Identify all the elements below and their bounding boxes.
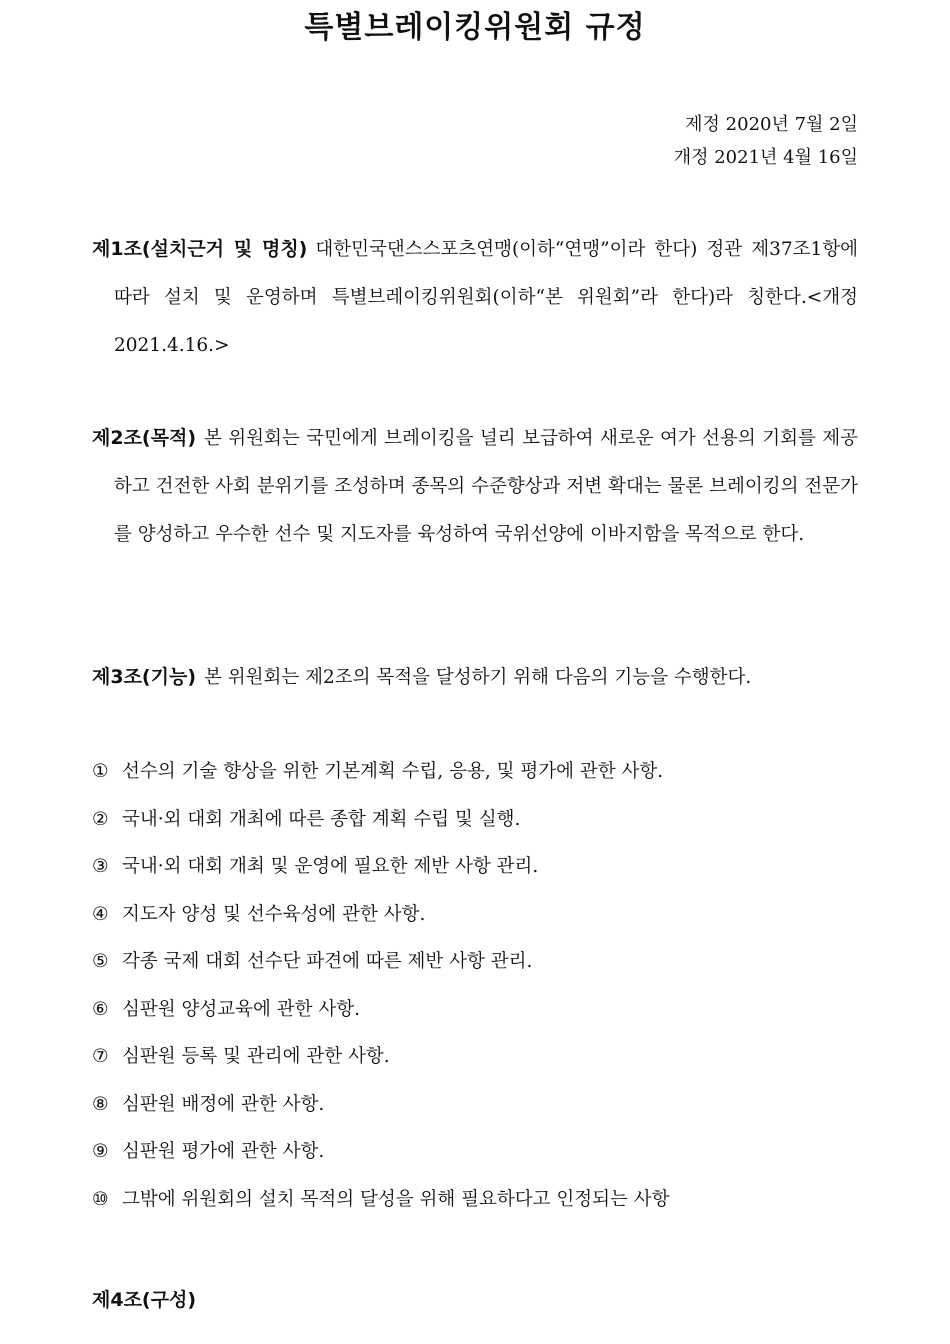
article-1-body: 대한민국댄스스포츠연맹(이하“연맹”이라 한다) 정관 제37조1항에 따라 설치 및 운영하며 특별브레이킹위원회(이하“본 위원회”라 한다)라 칭한다.<개정 2021.4.16.> [114, 239, 858, 356]
item-number: ④ [92, 903, 109, 925]
article-2-body: 본 위원회는 국민에게 브레이킹을 널리 보급하여 새로운 여가 선용의 기회를 제공하고 건전한 사회 분위기를 조성하며 종목의 수준향상과 저변 확대는 물론 브레이킹의 전문가를 양성하고 우수한 선수 및 지도자를 육성하여 국위선양에 이바지함을 목적으로 한다. [114, 428, 858, 545]
list-item [92, 843, 858, 891]
list-item [92, 986, 858, 1034]
function-list [92, 748, 858, 1223]
item-text: 지도자 양성 및 선수육성에 관한 사항. [122, 903, 426, 925]
document-title: 특별브레이킹위원회 규정 [304, 10, 646, 45]
item-number: ⑤ [92, 951, 109, 972]
list-item [92, 891, 858, 939]
list-item [92, 1176, 858, 1224]
article-1-heading: 제1조(설치근거 및 명칭) [92, 238, 308, 260]
article-1 [92, 225, 858, 370]
item-number: ⑩ [92, 1188, 109, 1210]
item-text: 선수의 기술 향상을 위한 기본계획 수립, 응용, 및 평가에 관한 사항. [122, 761, 664, 782]
item-text: 심판원 양성교육에 관한 사항. [122, 998, 360, 1020]
list-item [92, 1033, 858, 1081]
list-item [92, 1128, 858, 1176]
article-3-heading: 제3조(기능) [92, 666, 197, 688]
list-item [92, 748, 858, 796]
item-text: 심판원 배정에 관한 사항. [122, 1093, 325, 1115]
item-number: ⑦ [92, 1046, 109, 1067]
item-text: 국내·외 대회 개최에 따른 종합 계획 수립 및 실행. [122, 808, 521, 830]
item-number: ⑥ [92, 998, 109, 1020]
item-text: 국내·외 대회 개최 및 운영에 필요한 제반 사항 관리. [122, 856, 539, 877]
article-3 [92, 653, 858, 702]
item-text: 그밖에 위원회의 설치 목적의 달성을 위해 필요하다고 인정되는 사항 [122, 1188, 670, 1210]
article-2 [92, 414, 858, 559]
list-item [92, 796, 858, 844]
item-text: 심판원 등록 및 관리에 관한 사항. [122, 1046, 390, 1067]
item-number: ③ [92, 856, 109, 877]
list-item [92, 1081, 858, 1129]
date-block [674, 108, 858, 174]
list-item [92, 938, 858, 986]
article-2-heading: 제2조(목적) [92, 427, 197, 449]
article-4-heading: 제4조(구성) [92, 1289, 197, 1311]
item-number: ② [92, 808, 109, 830]
item-text: 각종 국제 대회 선수단 파견에 따른 제반 사항 관리. [122, 951, 533, 972]
item-number: ⑧ [92, 1093, 109, 1115]
item-text: 심판원 평가에 관한 사항. [122, 1141, 325, 1162]
enacted-date: 제정 2020년 7월 2일 [685, 114, 858, 135]
item-number: ① [92, 761, 109, 782]
item-number: ⑨ [92, 1141, 109, 1162]
article-3-body: 본 위원회는 제2조의 목적을 달성하기 위해 다음의 기능을 수행한다. [204, 667, 752, 688]
amended-date: 개정 2021년 4월 16일 [673, 147, 858, 168]
